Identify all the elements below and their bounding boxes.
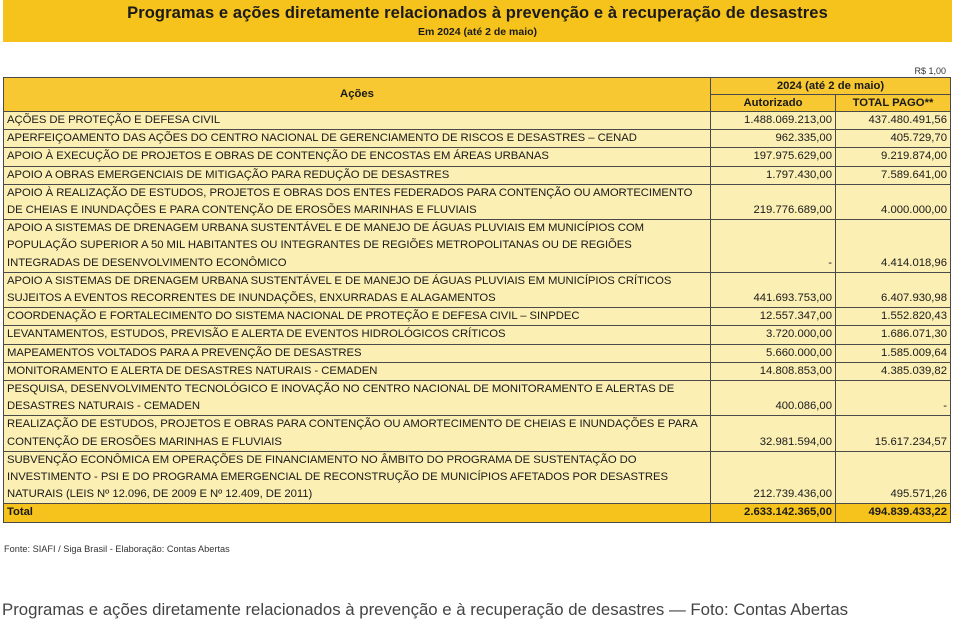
total-row: [4, 504, 951, 522]
table-row: [4, 220, 951, 273]
table-row: [4, 166, 951, 184]
title-banner: [3, 0, 952, 42]
budget-table: [3, 77, 951, 523]
autorizado-value: -: [711, 220, 836, 273]
source-note: Fonte: SIAFI / Siga Brasil - Elaboração: Contas Abertas: [4, 544, 230, 554]
table-row: [4, 148, 951, 166]
total-pago-value: 1.585.009,64: [836, 344, 951, 362]
autorizado-value: 32.981.594,00: [711, 416, 836, 451]
total-pago-value: 437.480.491,56: [836, 112, 951, 130]
total-pago-value: 1.552.820,43: [836, 308, 951, 326]
autorizado-value: 14.808.853,00: [711, 362, 836, 380]
column-header-autorizado: Autorizado: [711, 95, 836, 112]
table-row: [4, 272, 951, 307]
table-row: [4, 381, 951, 416]
action-name: AÇÕES DE PROTEÇÃO E DEFESA CIVIL: [4, 112, 711, 130]
autorizado-value: 400.086,00: [711, 381, 836, 416]
action-name: APOIO À EXECUÇÃO DE PROJETOS E OBRAS DE CONTENÇÃO DE ENCOSTAS EM ÁREAS URBANAS: [4, 148, 711, 166]
action-name: PESQUISA, DESENVOLVIMENTO TECNOLÓGICO E INOVAÇÃO NO CENTRO NACIONAL DE MONITORAMENTO E ALERTAS DE DESASTRES NATURAIS - CEMADEN: [4, 381, 711, 416]
column-header-total-pago: TOTAL PAGO**: [836, 95, 951, 112]
action-name: LEVANTAMENTOS, ESTUDOS, PREVISÃO E ALERTA DE EVENTOS HIDROLÓGICOS CRÍTICOS: [4, 326, 711, 344]
page-subtitle: Em 2024 (até 2 de maio): [417, 26, 538, 38]
table-row: [4, 130, 951, 148]
table-row: [4, 344, 951, 362]
action-name: APOIO A SISTEMAS DE DRENAGEM URBANA SUSTENTÁVEL E DE MANEJO DE ÁGUAS PLUVIAIS EM MUNICÍPIOS CRÍTICOS SUJEITOS A EVENTOS RECORRENTES DE INUNDAÇÕES, ENXURRADAS E ALAGAMENTOS: [4, 272, 711, 307]
autorizado-value: 219.776.689,00: [711, 184, 836, 219]
total-pago-value: 4.000.000,00: [836, 184, 951, 219]
autorizado-value: 962.335,00: [711, 130, 836, 148]
autorizado-value: 1.488.069.213,00: [711, 112, 836, 130]
autorizado-value: 1.797.430,00: [711, 166, 836, 184]
table-header-row: [4, 78, 951, 95]
unit-label: R$ 1,00: [914, 66, 946, 76]
table-row: [4, 308, 951, 326]
action-name: MAPEAMENTOS VOLTADOS PARA A PREVENÇÃO DE DESASTRES: [4, 344, 711, 362]
column-header-year: 2024 (até 2 de maio): [711, 78, 951, 95]
autorizado-value: 12.557.347,00: [711, 308, 836, 326]
action-name: APOIO A OBRAS EMERGENCIAIS DE MITIGAÇÃO PARA REDUÇÃO DE DESASTRES: [4, 166, 711, 184]
total-pago-value: 495.571,26: [836, 451, 951, 504]
image-caption: Programas e ações diretamente relacionados à prevenção e à recuperação de desastres — Foto: Contas Abertas: [2, 600, 849, 619]
total-pago-value: 9.219.874,00: [836, 148, 951, 166]
table-row: [4, 112, 951, 130]
autorizado-value: 441.693.753,00: [711, 272, 836, 307]
table-row: [4, 362, 951, 380]
action-name: APERFEIÇOAMENTO DAS AÇÕES DO CENTRO NACIONAL DE GERENCIAMENTO DE RISCOS E DESASTRES – CENAD: [4, 130, 711, 148]
action-name: APOIO A SISTEMAS DE DRENAGEM URBANA SUSTENTÁVEL E DE MANEJO DE ÁGUAS PLUVIAIS EM MUNICÍPIOS COM POPULAÇÃO SUPERIOR A 50 MIL HABITANTES OU INTEGRANTES DE REGIÕES METROPOLITANAS OU DE REGIÕES INTEGRADAS DE DESENVOLVIMENTO ECONÔMICO: [4, 220, 711, 273]
table-row: [4, 451, 951, 504]
total-pago: 494.839.433,22: [836, 504, 951, 522]
total-pago-value: 7.589.641,00: [836, 166, 951, 184]
table-row: [4, 416, 951, 451]
table-body: [4, 112, 951, 523]
action-name: REALIZAÇÃO DE ESTUDOS, PROJETOS E OBRAS PARA CONTENÇÃO OU AMORTECIMENTO DE CHEIAS E INUNDAÇÕES E PARA CONTENÇÃO DE EROSÕES MARINHAS E FLUVIAIS: [4, 416, 711, 451]
action-name: APOIO À REALIZAÇÃO DE ESTUDOS, PROJETOS E OBRAS DOS ENTES FEDERADOS PARA CONTENÇÃO OU AMORTECIMENTO DE CHEIAS E INUNDAÇÕES E PARA CONTENÇÃO DE EROSÕES MARINHAS E FLUVIAIS: [4, 184, 711, 219]
total-pago-value: 6.407.930,98: [836, 272, 951, 307]
total-pago-value: -: [836, 381, 951, 416]
action-name: SUBVENÇÃO ECONÔMICA EM OPERAÇÕES DE FINANCIAMENTO NO ÂMBITO DO PROGRAMA DE SUSTENTAÇÃO DO INVESTIMENTO - PSI E DO PROGRAMA EMERGENCIAL DE RECONSTRUÇÃO DE MUNICÍPIOS AFETADOS POR DESASTRES NATURAIS (LEIS Nº 12.096, DE 2009 E Nº 12.409, DE 2011): [4, 451, 711, 504]
column-header-acoes: Ações: [4, 78, 711, 112]
table-row: [4, 326, 951, 344]
table-row: [4, 184, 951, 219]
total-pago-value: 1.686.071,30: [836, 326, 951, 344]
autorizado-value: 197.975.629,00: [711, 148, 836, 166]
total-pago-value: 4.385.039,82: [836, 362, 951, 380]
total-pago-value: 405.729,70: [836, 130, 951, 148]
autorizado-value: 3.720.000,00: [711, 326, 836, 344]
total-label: Total: [4, 504, 711, 522]
page-title: Programas e ações diretamente relacionados à prevenção e à recuperação de desastres: [127, 4, 828, 22]
action-name: MONITORAMENTO E ALERTA DE DESASTRES NATURAIS - CEMADEN: [4, 362, 711, 380]
autorizado-value: 212.739.436,00: [711, 451, 836, 504]
total-autorizado: 2.633.142.365,00: [711, 504, 836, 522]
total-pago-value: 15.617.234,57: [836, 416, 951, 451]
total-pago-value: 4.414.018,96: [836, 220, 951, 273]
autorizado-value: 5.660.000,00: [711, 344, 836, 362]
action-name: COORDENAÇÃO E FORTALECIMENTO DO SISTEMA NACIONAL DE PROTEÇÃO E DEFESA CIVIL – SINPDEC: [4, 308, 711, 326]
